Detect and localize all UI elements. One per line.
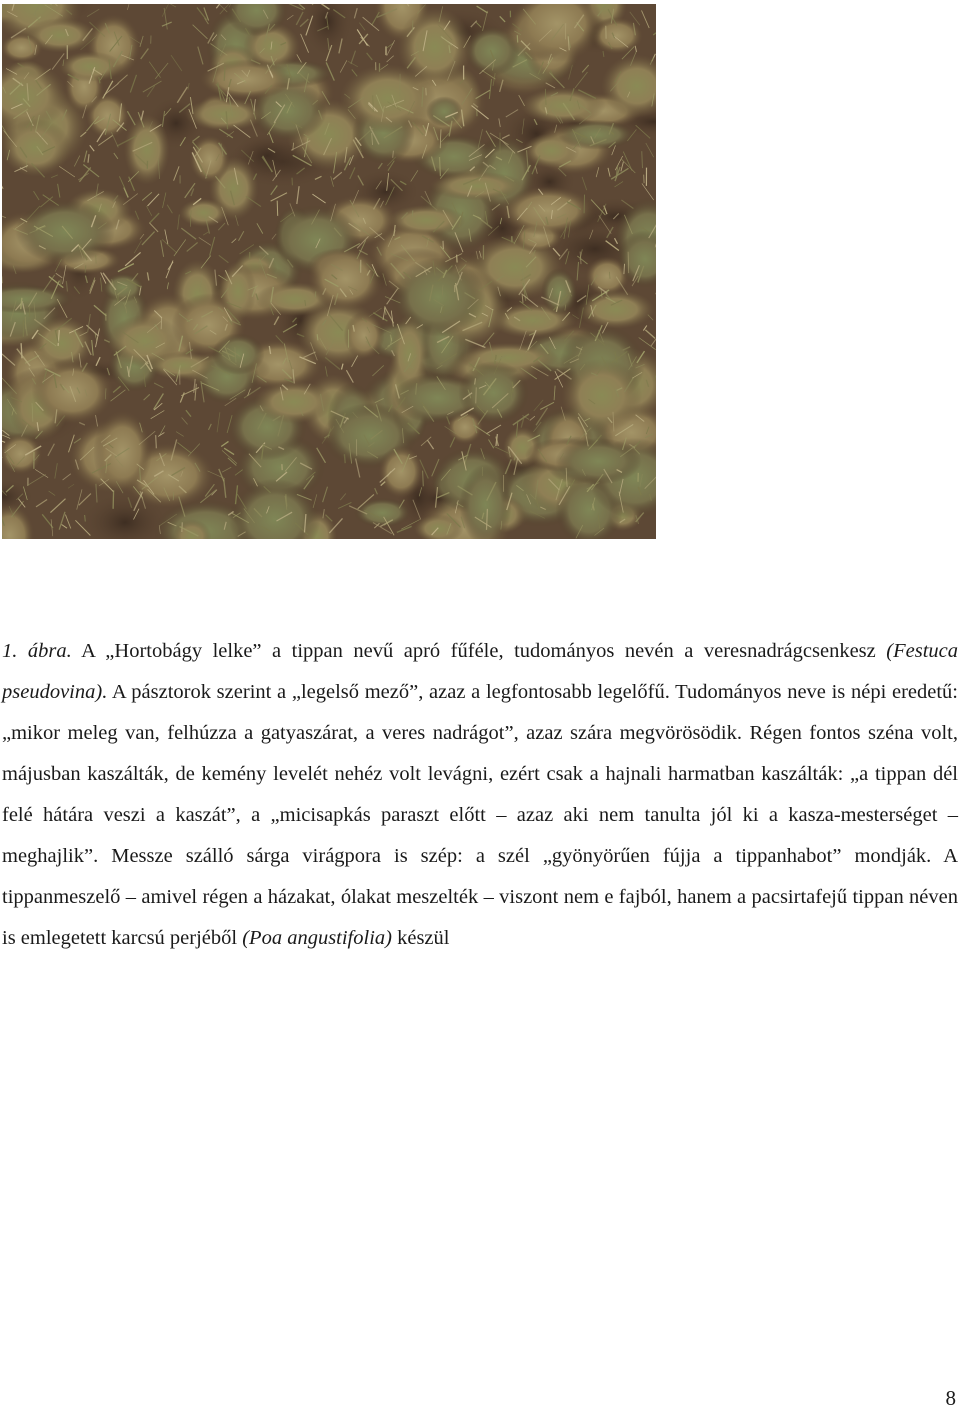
latin-name-poa: (Poa angustifolia)	[242, 927, 392, 949]
page-number: 8	[945, 1386, 956, 1410]
caption-text: A pásztorok szerint a „legelső mező”, azaz a legfontosabb legelőfű. Tudományos neve is népi eredetű: „mikor meleg van, felhúzza a gatyaszárat, a veres nadrágot”, azaz szára megvörösödik. Régen fontos széna volt, májusban kaszálták, de kemény levelét nehéz volt levágni, ezért csak a hajnali harmatban kaszálták: „a tippan dél felé hátára veszi a kaszát”, a „micisapkás paraszt előtt – azaz aki nem tanulta jól ki a kasza-mesterséget – meghajlik”. Messze szálló sárga virágpora is szép: a szél „gyönyörűen fújja a tippanhabot” mondják. A tippanmeszelő – amivel régen a házakat, ólakat meszelték – viszont nem e fajból, hanem a pacsirtafejű tippan néven is emlegetett karcsú perjéből	[2, 681, 958, 949]
grass-photo	[2, 4, 656, 539]
latin-name-festuca: (Festuca pseudovina).	[2, 640, 959, 703]
caption-text: A „Hortobágy lelke” a tippan nevű apró fűféle, tudományos nevén a veresnadrágcsenkesz	[71, 640, 887, 662]
caption-text: készül	[391, 927, 450, 949]
figure-label: 1. ábra.	[2, 640, 72, 662]
figure-caption	[2, 631, 958, 959]
